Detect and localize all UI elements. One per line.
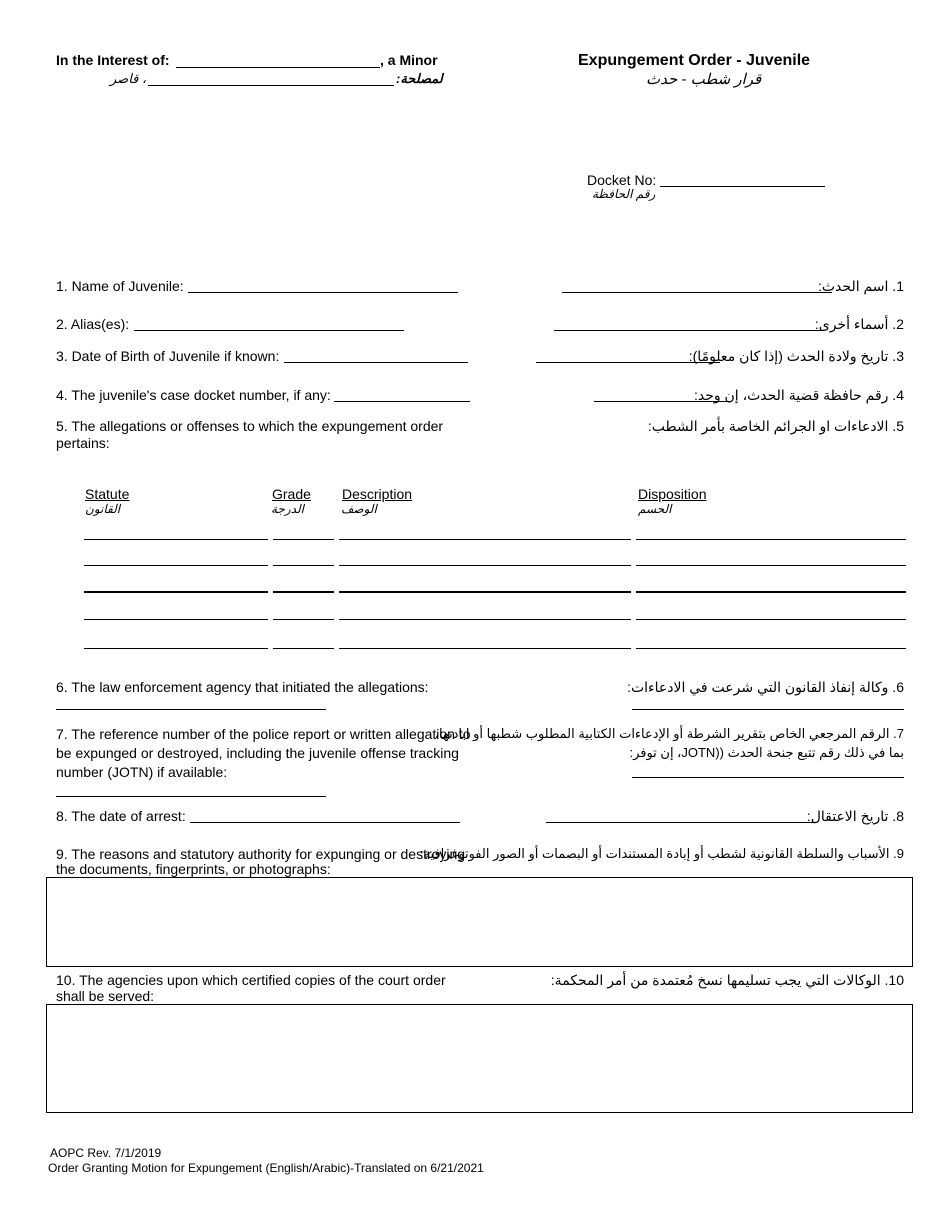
table-cell-statute[interactable] [84, 565, 268, 566]
interest-label: In the Interest of: [56, 52, 170, 68]
table-cell-statute[interactable] [84, 591, 268, 593]
field-1-label: 1. Name of Juvenile: [56, 278, 184, 294]
col-disposition-header: Disposition [638, 486, 707, 502]
table-cell-disposition[interactable] [636, 591, 906, 593]
minor-name-line[interactable] [176, 67, 380, 68]
field-1-label-ar: 1. اسم الحدث: [817, 278, 904, 294]
table-cell-disposition[interactable] [636, 619, 906, 620]
page-title: Expungement Order - Juvenile [578, 52, 811, 69]
field-3-line-ar[interactable] [536, 362, 720, 363]
table-cell-disposition[interactable] [636, 539, 906, 540]
field-9-label-line2: the documents, fingerprints, or photographs: [56, 861, 331, 877]
col-description-header: Description [342, 486, 413, 502]
field-10-label-ar: 10. الوكالات التي يجب تسليمها نسخ مُعتمدة من أمر المحكمة: [550, 972, 904, 988]
footer-note: Order Granting Motion for Expungement (English/Arabic)-Translated on 6/21/2021 [48, 1161, 484, 1175]
field-4-label: 4. The juvenile's case docket number, if any: [56, 387, 331, 403]
field-3-line[interactable] [284, 362, 468, 363]
field-7-line-ar[interactable] [632, 777, 904, 778]
field-9-label-line1: 9. The reasons and statutory authority for expunging or destroying [56, 846, 466, 862]
field-1-line[interactable] [188, 292, 458, 293]
field-6-label-ar: 6. وكالة إنفاذ القانون التي شرعت في الادعاءات: [627, 679, 904, 695]
field-3-label-ar: 3. تاريخ ولادة الحدث (إذا كان معلومًا): [688, 348, 904, 364]
minor-label-ar: ، قاصر [110, 71, 147, 86]
docket-line[interactable] [660, 186, 825, 187]
field-7-label-line3: number (JOTN) if available: [56, 764, 228, 780]
minor-name-line-ar[interactable] [148, 85, 394, 86]
field-8-line[interactable] [190, 822, 460, 823]
col-grade-header-ar: الدرجة [271, 502, 304, 516]
table-cell-disposition[interactable] [636, 565, 906, 566]
table-cell-grade[interactable] [273, 648, 334, 649]
field-7-label-ar-line2: بما في ذلك رقم تتبع جنحة الحدث ((JOTN، إن توفر: [629, 745, 904, 760]
field-8-line-ar[interactable] [546, 822, 816, 823]
table-cell-description[interactable] [339, 648, 631, 649]
field-2-label: 2. Alias(es): [56, 316, 130, 332]
table-cell-statute[interactable] [84, 648, 268, 649]
field-6-line-ar[interactable] [632, 709, 904, 710]
field-9-textbox[interactable] [46, 877, 913, 967]
field-4-line[interactable] [334, 401, 470, 402]
table-cell-grade[interactable] [273, 539, 334, 540]
field-7-line[interactable] [56, 796, 326, 797]
table-cell-grade[interactable] [273, 619, 334, 620]
docket-label-ar: رقم الحافظة [592, 187, 656, 201]
table-cell-description[interactable] [339, 619, 631, 620]
field-10-label-line1: 10. The agencies upon which certified copies of the court order [56, 972, 446, 988]
col-description-header-ar: الوصف [341, 502, 377, 516]
col-statute-header-ar: القانون [85, 502, 121, 516]
field-2-line-ar[interactable] [554, 330, 824, 331]
table-cell-statute[interactable] [84, 619, 268, 620]
field-6-label: 6. The law enforcement agency that initiated the allegations: [56, 679, 429, 695]
table-cell-description[interactable] [339, 539, 631, 540]
field-4-label-ar: 4. رقم حافظة قضية الحدث، إن وجد: [693, 387, 904, 403]
field-5-label-ar: 5. الادعاءات او الجرائم الخاصة بأمر الشطب: [647, 418, 904, 434]
table-cell-description[interactable] [339, 591, 631, 593]
field-10-label-line2: shall be served: [56, 988, 155, 1004]
field-7-label-line1: 7. The reference number of the police report or written allegation to [56, 726, 471, 742]
field-7-label-line2: be expunged or destroyed, including the juvenile offense tracking [56, 745, 459, 761]
interest-label-ar: لمصلحة: [396, 71, 443, 86]
field-5-label-line1: 5. The allegations or offenses to which the expungement order [56, 418, 444, 434]
docket-label: Docket No: [587, 172, 657, 188]
field-8-label-ar: 8. تاريخ الاعتقال: [806, 808, 904, 824]
field-2-label-ar: 2. أسماء أخرى: [814, 316, 904, 332]
field-9-label-ar: 9. الأسباب والسلطة القانونية لشطب أو إبادة المستندات أو البصمات أو الصور الفوتوغرافية: [419, 846, 904, 861]
col-grade-header: Grade [272, 486, 311, 502]
footer-revision: AOPC Rev. 7/1/2019 [50, 1146, 162, 1160]
table-cell-description[interactable] [339, 565, 631, 566]
field-1-line-ar[interactable] [562, 292, 832, 293]
field-4-line-ar[interactable] [594, 401, 730, 402]
minor-label: , a Minor [380, 52, 438, 68]
table-cell-grade[interactable] [273, 565, 334, 566]
col-statute-header: Statute [85, 486, 130, 502]
page-title-ar: قرار شطب - حدث [646, 71, 762, 88]
table-cell-statute[interactable] [84, 539, 268, 540]
field-2-line[interactable] [134, 330, 404, 331]
field-3-label: 3. Date of Birth of Juvenile if known: [56, 348, 280, 364]
table-cell-disposition[interactable] [636, 648, 906, 649]
field-7-label-ar-line1: 7. الرقم المرجعي الخاص بتقرير الشرطة أو الإدعاءات الكتابية المطلوب شطبها أو ابادتها، [434, 726, 904, 741]
field-6-line[interactable] [56, 709, 326, 710]
table-cell-grade[interactable] [273, 591, 334, 593]
field-5-label-line2: pertains: [56, 435, 110, 451]
field-8-label: 8. The date of arrest: [56, 808, 186, 824]
field-10-textbox[interactable] [46, 1004, 913, 1113]
col-disposition-header-ar: الحسم [638, 502, 672, 516]
